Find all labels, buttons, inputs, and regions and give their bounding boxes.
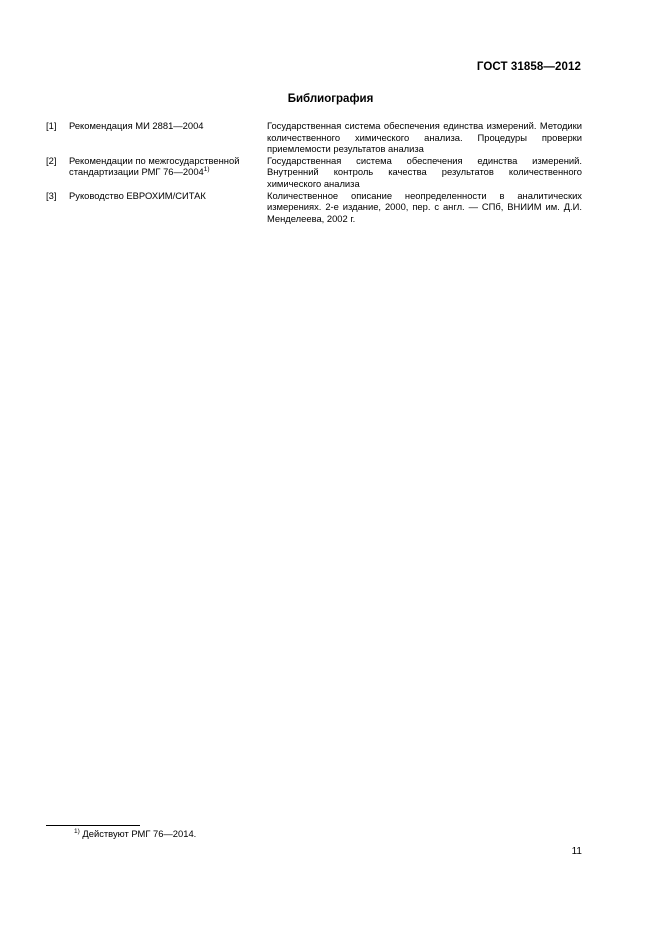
bibliography-list <box>46 120 582 224</box>
entry-source <box>69 190 267 225</box>
entry-number: [2] <box>46 154 57 166</box>
entry-description: Государственная система обеспечения единства измерений. Методики количественного химического анализа. Процедуры проверки приемлемости результатов анализа <box>267 120 582 155</box>
bibliography-entry <box>46 155 582 190</box>
entry-description: Количественное описание неопределенности в аналитических измерениях. 2-е издание, 2000, пер. с англ. — СПб, ВНИИМ им. Д.И. Менделеева, 2002 г. <box>267 189 582 224</box>
entry-source <box>69 155 267 190</box>
footnote-text: Действуют РМГ 76—2014. <box>82 828 197 839</box>
bibliography-title: Библиография <box>287 93 374 105</box>
entry-number: [3] <box>46 189 57 201</box>
entry-source-text: Руководство ЕВРОХИМ/СИТАК <box>69 189 206 201</box>
bibliography-entry <box>46 190 582 225</box>
footnote-separator <box>46 825 140 826</box>
footnote-reference[interactable]: 1) <box>203 166 210 174</box>
document-code: ГОСТ 31858—2012 <box>476 61 581 73</box>
entry-source-text: Рекомендации по межгосударственной стандартизации РМГ 76—2004 <box>69 154 240 178</box>
entry-source <box>69 120 267 155</box>
page-number: 11 <box>571 846 582 857</box>
entry-description: Государственная система обеспечения единства измерений. Внутренний контроль качества результатов количественного химического анализа <box>267 154 582 189</box>
bibliography-entry <box>46 120 582 155</box>
footnote-mark: 1) <box>74 827 80 835</box>
entry-source-text: Рекомендация МИ 2881—2004 <box>69 120 204 131</box>
footnote <box>74 828 196 839</box>
entry-number: [1] <box>46 120 57 131</box>
